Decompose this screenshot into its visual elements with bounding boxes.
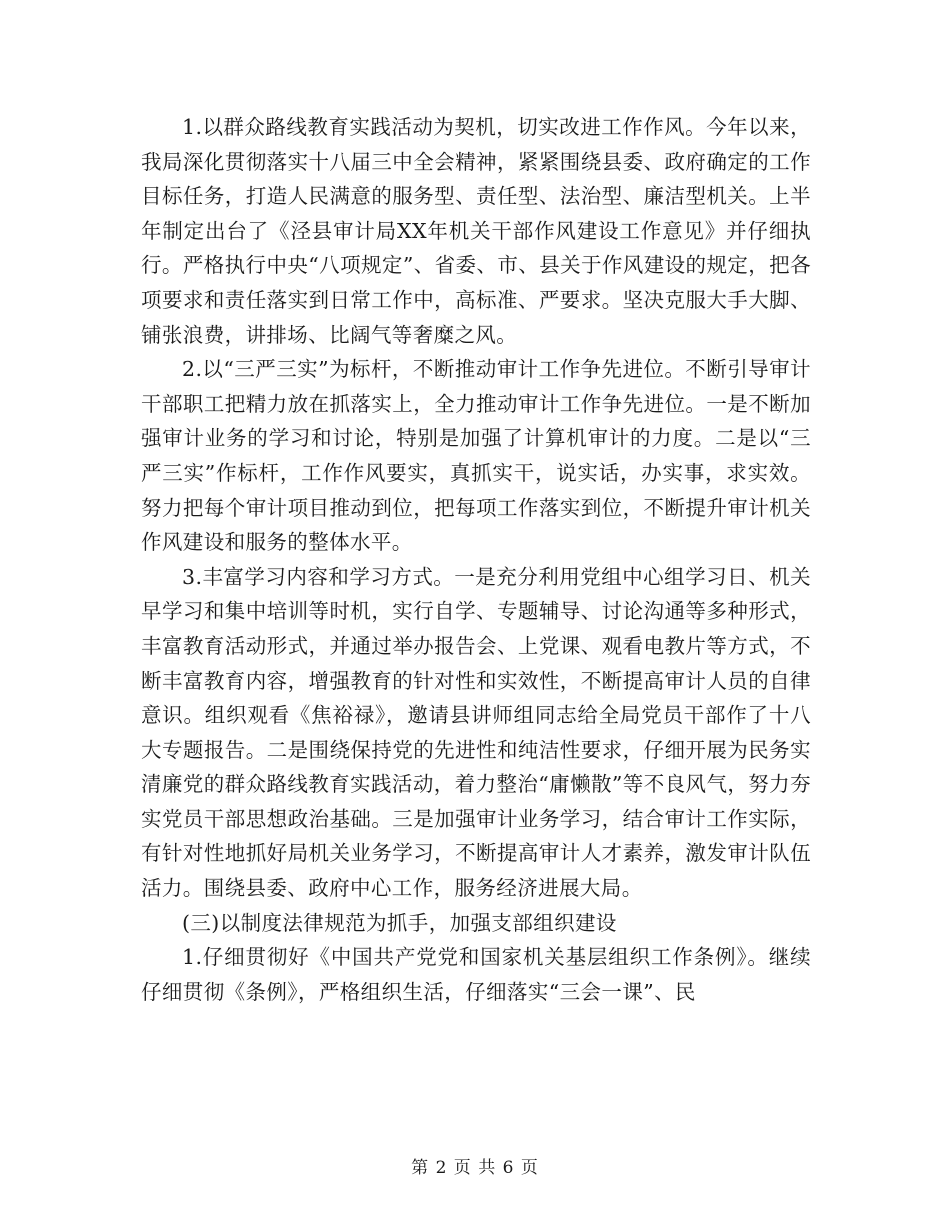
document-body <box>141 110 811 1009</box>
paragraph-regulations: 1.仔细贯彻好《中国共产党党和国家机关基层组织工作条例》。继续仔细贯彻《条例》，严格组织生活，仔细落实“三会一课”、民 <box>141 945 811 1004</box>
paragraph-three-strict-three-solid: 2.以“三严三实”为标杆，不断推动审计工作争先进位。不断引导审计干部职工把精力放在抓落实上，全力推动审计工作争先进位。一是不断加强审计业务的学习和讨论，特别是加强了计算机审计的力度。二是以“三严三实”作标杆，工作作风要实，真抓实干，说实话，办实事，求实效。努力把每个审计项目推动到位，把每项工作落实到位，不断提升审计机关作风建设和服务的整体水平。 <box>141 357 811 555</box>
section-heading-organization: (三)以制度法律规范为抓手，加强支部组织建设 <box>182 910 617 935</box>
page-number-footer: 第 2 页 共 6 页 <box>411 1158 539 1178</box>
paragraph-learning-methods: 3.丰富学习内容和学习方式。一是充分利用党组中心组学习日、机关早学习和集中培训等时机，实行自学、专题辅导、讨论沟通等多种形式，丰富教育活动形式，并通过举办报告会、上党课、观看电教片等方式，不断丰富教育内容，增强教育的针对性和实效性，不断提高审计人员的自律意识。组织观看《焦裕禄》，邀请县讲师组同志给全局党员干部作了十八大专题报告。二是围绕保持党的先进性和纯洁性要求，仔细开展为民务实清廉党的群众路线教育实践活动，着力整治“庸懒散”等不良风气，努力夯实党员干部思想政治基础。三是加强审计业务学习，结合审计工作实际，有针对性地抓好局机关业务学习，不断提高审计人才素养，激发审计队伍活力。围绕县委、政府中心工作，服务经济进展大局。 <box>141 564 811 901</box>
paragraph-work-style: 1.以群众路线教育实践活动为契机，切实改进工作作风。今年以来，我局深化贯彻落实十八届三中全会精神，紧紧围绕县委、政府确定的工作目标任务，打造人民满意的服务型、责任型、法治型、廉洁型机关。上半年制定出台了《泾县审计局XX年机关干部作风建设工作意见》并仔细执行。严格执行中央“八项规定”、省委、市、县关于作风建设的规定，把各项要求和责任落实到日常工作中，高标准、严要求。坚决克服大手大脚、铺张浪费，讲排场、比阔气等奢糜之风。 <box>141 115 811 347</box>
